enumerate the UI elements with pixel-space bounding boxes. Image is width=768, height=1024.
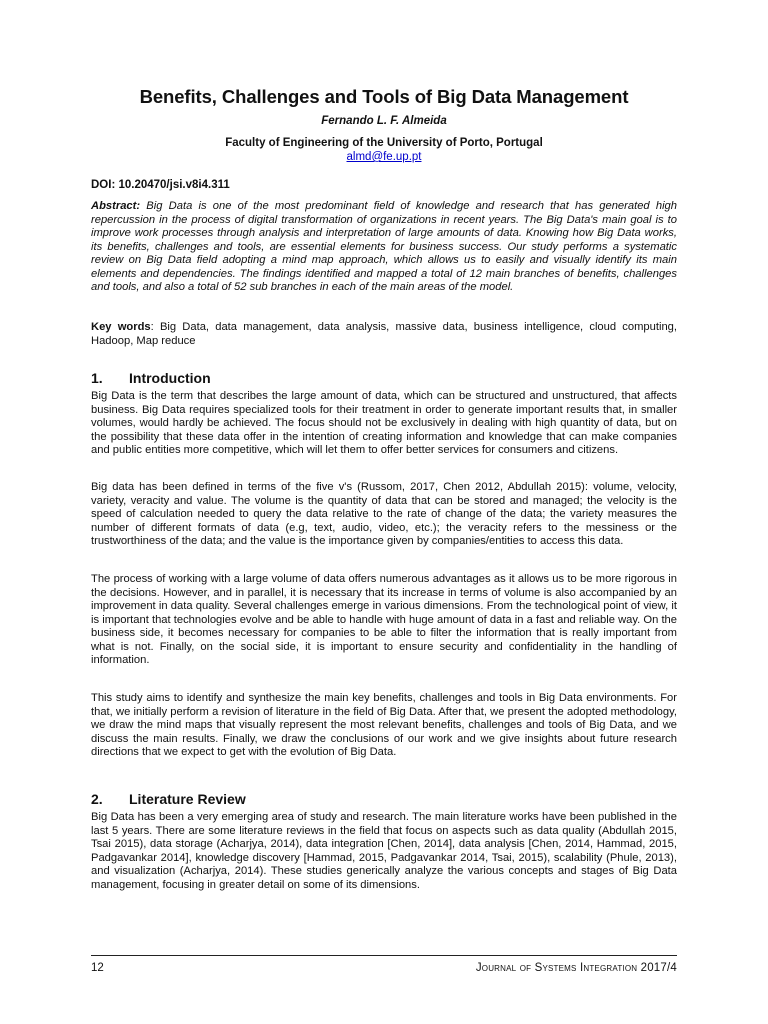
abstract-text: Big Data is one of the most predominant field of knowledge and research that has generated high repercussion in the process of digital transformation of organizations in recent years. The Big Data's main goal is to improve work processes through analysis and interpretation of large amounts of data. Knowing how Big Data works, its benefits, challenges and tools, are essential elements for business success. Our study performs a systematic review on Big Data field adopting a mind map approach, which allows us to easily and visually identify its main elements and dependencies. The findings identified and mapped a total of 12 main branches of benefits, challenges and tools, and also a total of 52 sub branches in each of the main areas of the model. — [91, 200, 677, 293]
paper-title: Benefits, Challenges and Tools of Big Data Management — [139, 86, 629, 107]
author-name: Fernando L. F. Almeida — [321, 115, 447, 127]
author-affiliation: Faculty of Engineering of the University of Porto, Portugal — [225, 137, 543, 149]
abstract — [91, 200, 677, 295]
email-link[interactable]: almd@fe.up.pt — [346, 151, 422, 163]
paragraph: This study aims to identify and synthesize the main key benefits, challenges and tools in Big Data environments. For that, we initially perform a revision of literature in the field of Big Data. After that, we present the adopted methodology, we draw the mind maps that visually represent the most relevant benefits, challenges and tools of Big Data, and we discuss the main results. Finally, we draw the conclusions of our work and we give insights about future research directions that we expect to get with the evolution of Big Data. — [91, 692, 677, 758]
keywords — [91, 321, 677, 348]
paragraph: Big data has been defined in terms of the five v's (Russom, 2017, Chen 2012, Abdullah 2015): volume, velocity, variety, veracity and value. The volume is the quantity of data that can be stored and managed; the velocity is the speed of calculation needed to query the data relative to the rate of change of the data; the variety measures the number of different formats of data (e.g, text, audio, video, etc.); the veracity refers to the messiness or the trustworthiness of the data; and the value is the importance given by companies/entities to access this data. — [91, 481, 677, 547]
section-heading-literature-review — [91, 791, 246, 807]
journal-name: Journal of Systems Integration 2017/4 — [475, 962, 677, 974]
footer-divider — [91, 955, 677, 956]
keywords-label: Key words — [91, 321, 151, 333]
paragraph: Big Data is the term that describes the large amount of data, which can be structured and unstructured, that affects business. Big Data requires specialized tools for their treatment in order to generate important results that, in smaller volumes, would hardly be achieved. The focus should not be exclusively in dealing with high quantity of data, but on the possibility that these data offer in the intention of creating information and knowledge that can make companies and public entities more competitive, which will let them to offer better services for consumers and citizens. — [91, 390, 677, 456]
section-number: 1. — [91, 370, 103, 386]
abstract-label: Abstract: — [91, 200, 141, 212]
section-heading-introduction — [91, 370, 211, 386]
paragraph: The process of working with a large volume of data offers numerous advantages as it allows us to be more rigorous in the decisions. However, and in parallel, it is necessary that its increase in terms of volume is also accompanied by an improvement in data quality. Several challenges emerge in various dimensions. From the technological point of view, it is important that technologies evolve and be able to handle with huge amount of data in a fast and reliable way. On the business side, it becomes necessary for companies to be able to filter the information that is really important from what is not. Finally, on the social side, it is important to ensure security and confidentiality in the handling of information. — [91, 573, 677, 666]
section-title: Literature Review — [129, 791, 246, 807]
paragraph: Big Data has been a very emerging area of study and research. The main literature works have been published in the last 5 years. There are some literature reviews in the field that focus on aspects such as data quality (Abdullah 2015, Tsai 2015), data storage (Acharjya, 2014), data integration [Chen, 2014], data analysis [Chen, 2014, Hammad, 2015, Padgavankar 2014], knowledge discovery [Hammad, 2015, Padgavankar 2014, Tsai, 2015), scalability (Phule, 2013), and visualization (Acharjya, 2014). These studies generically analyze the various concepts and stages of Big Data management, focusing in greater detail on some of its dimensions. — [91, 811, 677, 891]
keywords-text: : Big Data, data management, data analysis, massive data, business intelligence, cloud computing, Hadoop, Map reduce — [91, 321, 677, 347]
page-number: 12 — [91, 962, 104, 974]
section-number: 2. — [91, 791, 103, 807]
section-title: Introduction — [129, 370, 211, 386]
author-email — [91, 151, 677, 163]
doi: DOI: 10.20470/jsi.v8i4.311 — [91, 179, 230, 191]
